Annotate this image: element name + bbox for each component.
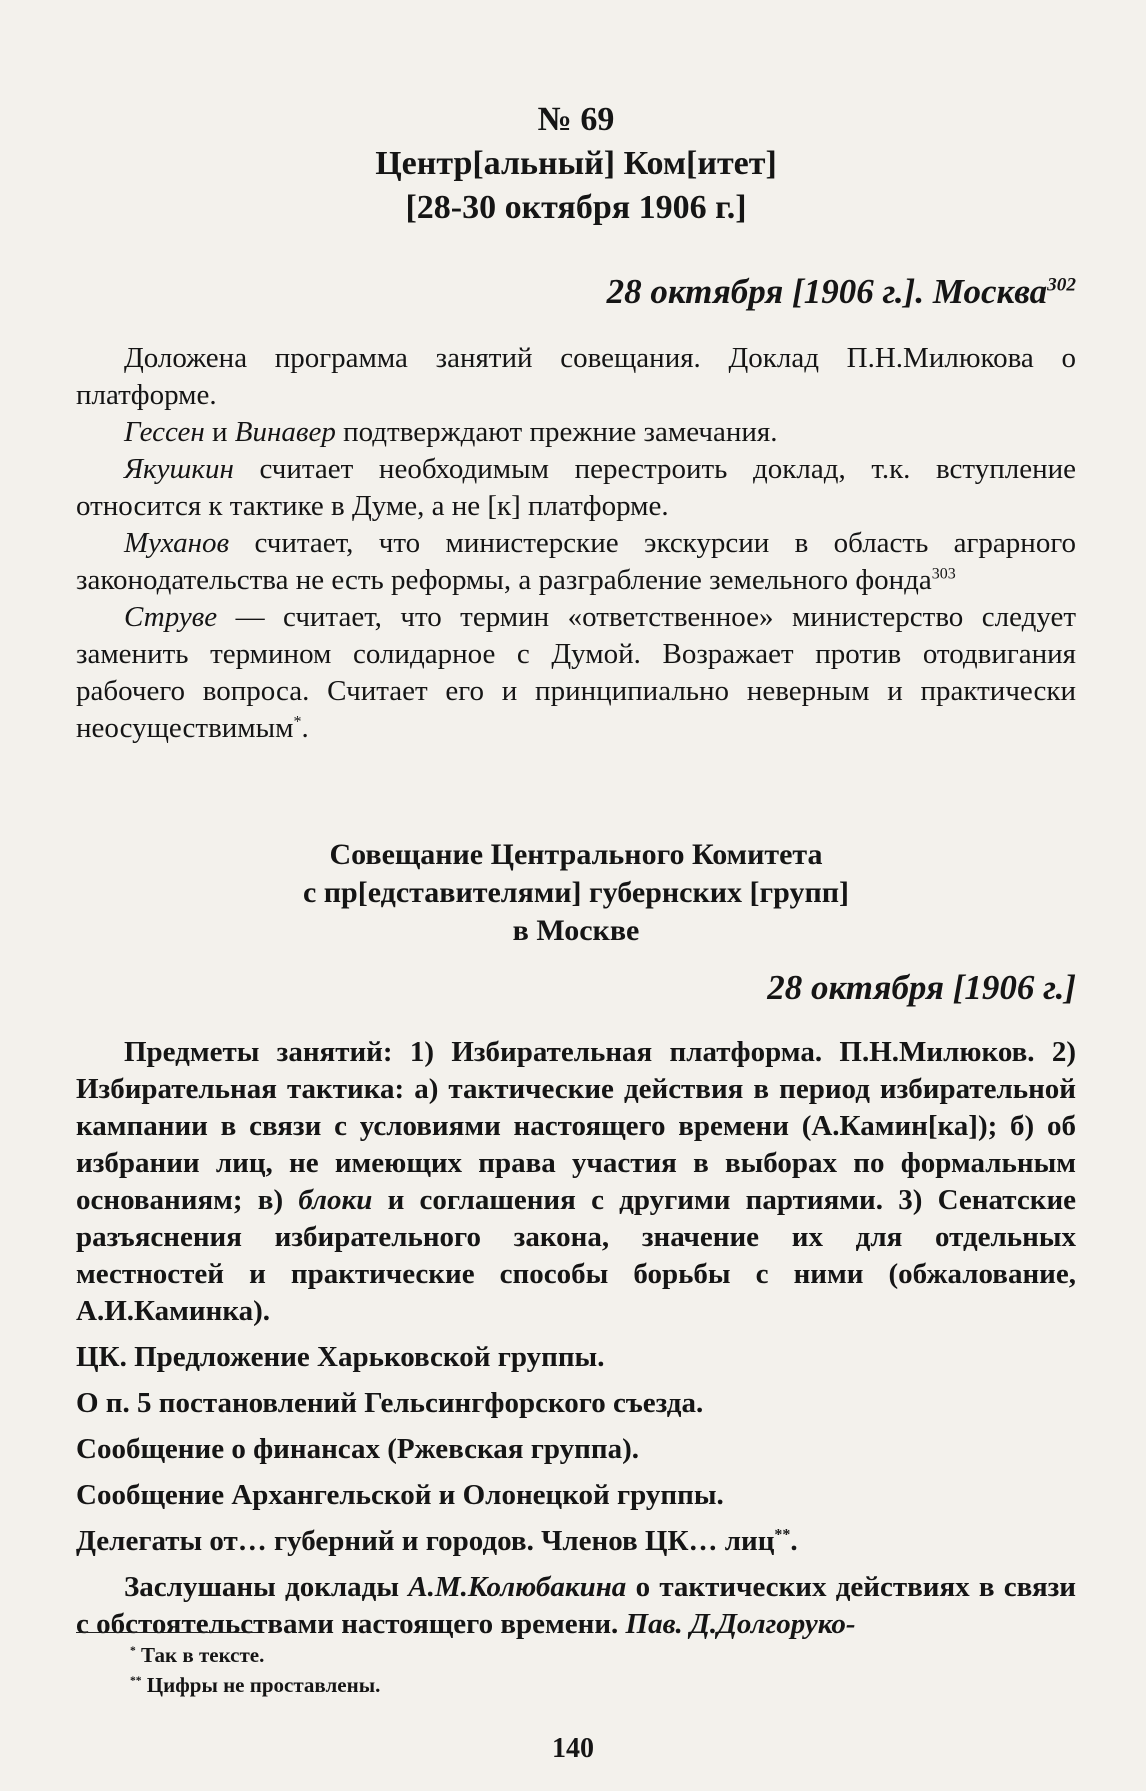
paragraph-program: Доложена программа занятий совещания. Доклад П.Н.Милюкова о платформе. — [76, 342, 1076, 411]
paragraph-struve: Струве — считает, что термин «ответственное» министерство следует заменить термином солидарное с Думой. Возражает против отодвигания рабочего вопроса. Считает его и принципиально неверным и практически неосуществимым*. — [76, 601, 1076, 744]
footnote-1: * Так в тексте. — [130, 1643, 265, 1667]
note-ref-302: 302 — [1047, 274, 1076, 296]
footnote-ref-double-star: ** — [774, 1526, 791, 1544]
place-date: 28 октября [1906 г.]. Москва$^{302}$ — [606, 272, 1076, 311]
paragraph-reports: Заслушаны доклады А.М.Колюбакина о тактических действиях в связи с обстоятельствами настоящего времени. Пав. Д.Долгоруко- — [76, 1571, 1077, 1640]
paragraph-agenda: Предметы занятий: 1) Избирательная платформа. П.Н.Милюков. 2) Избирательная тактика: а) тактические действия в период избирательной кампании в связи с условиями настоящего времени (А.Камин[ка]); б) об избрании лиц, не имеющих права участия в выборах по формальным основаниям; в) блоки и соглашения с другими партиями. 3) Сенатские разъяснения избирательного закона, значение их для отдельных местностей и практические способы борьбы с ними (обжалование, А.И.Каминка). — [76, 1036, 1077, 1327]
document-number: № 69 — [537, 101, 615, 138]
agenda-item-helsingfors: О п. 5 постановлений Гельсингфорского съезда. — [76, 1387, 704, 1419]
document-dates: [28-30 октября 1906 г.] — [405, 189, 747, 226]
agenda-item-finances: Сообщение о финансах (Ржевская группа). — [76, 1433, 639, 1465]
paragraph-yakushkin: Якушкин считает необходимым перестроить доклад, т.к. вступление относится к тактике в Думе, а не [к] платформе. — [76, 453, 1076, 522]
paragraph-mukhanov: Муханов считает, что министерские экскурсии в область аграрного законодательства не есть реформы, а разграбление земельного фонда$^{303}$ — [76, 527, 1076, 596]
document-header — [76, 98, 1076, 230]
footnote-ref-star: * — [293, 713, 302, 731]
footnote-rule — [76, 1632, 256, 1633]
paragraph-gessen: Гессен и Винавер подтверждают прежние замечания. — [124, 416, 778, 448]
section-protocol — [76, 340, 1076, 747]
agenda-item-arkhangelsk: Сообщение Архангельской и Олонецкой группы. — [76, 1479, 724, 1511]
section-meeting — [76, 1034, 1076, 1643]
footnote-2: ** Цифры не проставлены. — [130, 1673, 381, 1697]
meeting-date: 28 октября [1906 г.] — [767, 968, 1076, 1007]
footnotes — [130, 1640, 1030, 1700]
section-title: Совещание Центрального Комитета с пр[едставителями] губернских [групп] в Москве — [302, 838, 850, 947]
agenda-item-delegates: Делегаты от… губерний и городов. Членов ЦК… лиц**. — [76, 1525, 798, 1557]
note-ref-303: 303 — [931, 565, 956, 583]
document-organization: Центр[альный] Ком[итет] — [375, 145, 777, 182]
page-number: 140 — [552, 1733, 594, 1764]
agenda-item-kharkov: ЦК. Предложение Харьковской группы. — [76, 1341, 605, 1373]
